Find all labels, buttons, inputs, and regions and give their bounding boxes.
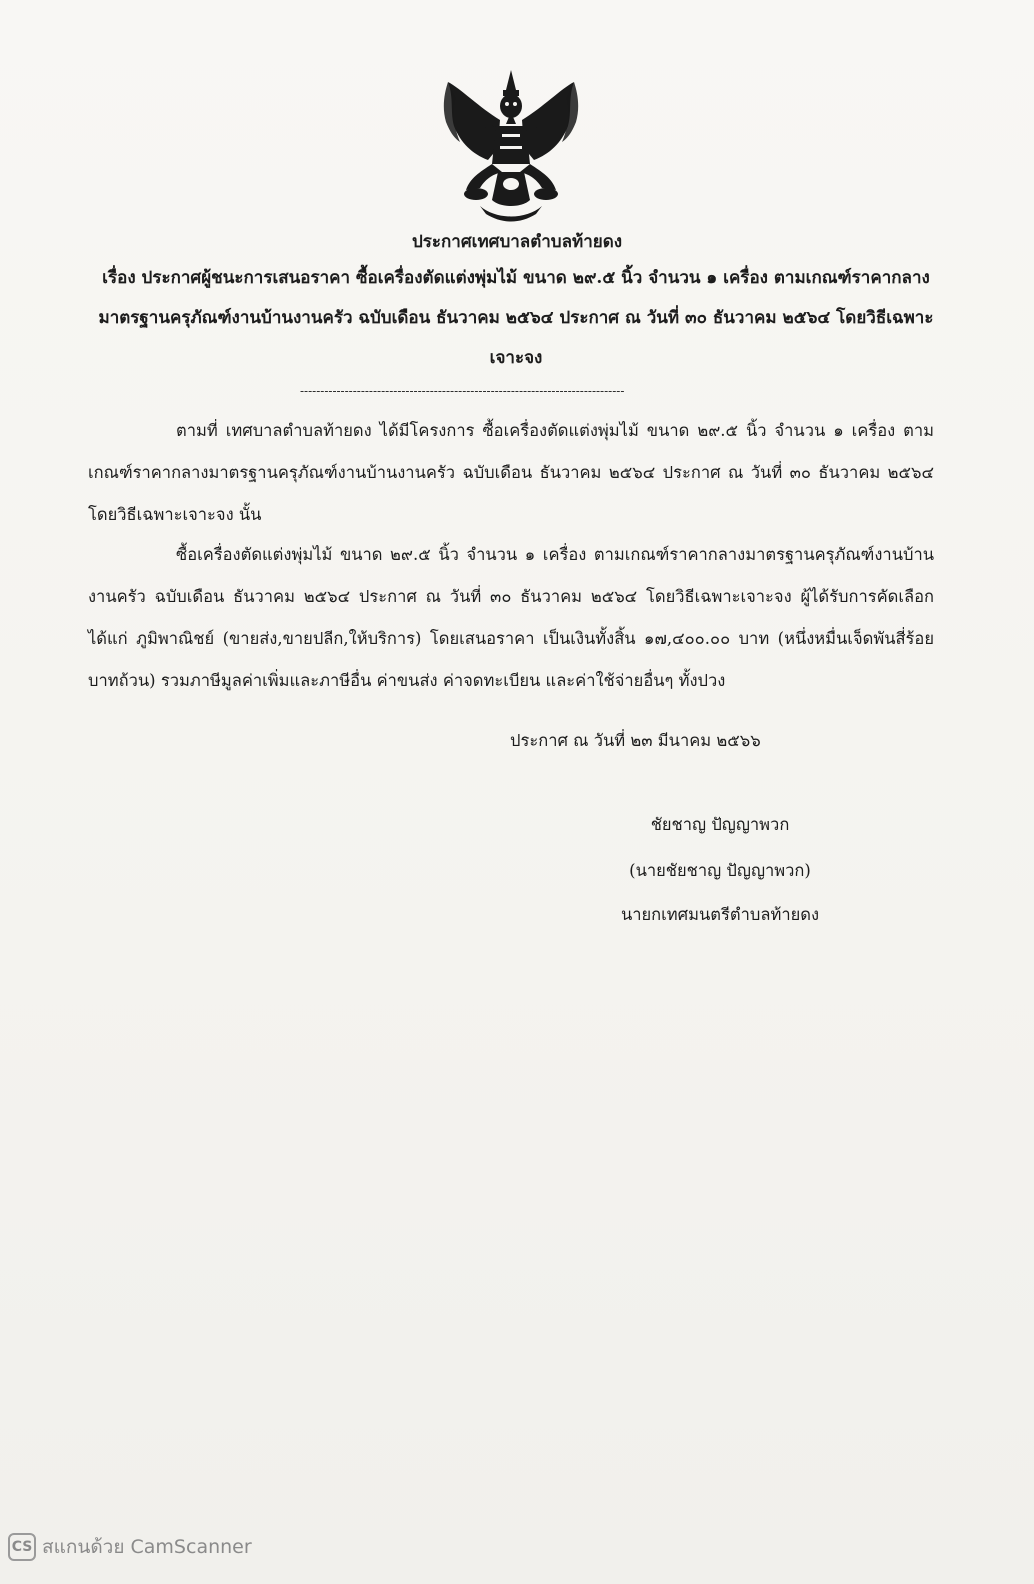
separator-line: --------------------------------------------------------------------------------: [300, 384, 625, 398]
camscanner-text: สแกนด้วย CamScanner: [42, 1536, 252, 1558]
document-subject: เรื่อง ประกาศผู้ชนะการเสนอราคา ซื้อเครื่องตัดแต่งพุ่มไม้ ขนาด ๒๙.๕ นิ้ว จำนวน ๑ เครื่อง ตามเกณฑ์ราคากลางมาตรฐานครุภัณฑ์งานบ้านงานครัว ฉบับเดือน ธันวาคม ๒๕๖๔ ประกาศ ณ วันที่ ๓๐ ธันวาคม ๒๕๖๔ โดยวิธีเฉพาะเจาะจง: [98, 268, 934, 368]
camscanner-logo-icon: CS: [8, 1533, 36, 1561]
announcement-date: ประกาศ ณ วันที่ ๒๓ มีนาคม ๒๕๖๖: [510, 731, 761, 750]
garuda-emblem-icon: [440, 68, 582, 224]
signature-name: ชัยชาญ ปัญญาพวก: [650, 815, 790, 834]
document-title: ประกาศเทศบาลตำบลท้ายดง: [411, 232, 623, 252]
signature-full-name: (นายชัยชาญ ปัญญาพวก): [629, 861, 811, 880]
body-paragraph-1: ตามที่ เทศบาลตำบลท้ายดง ได้มีโครงการ ซื้อเครื่องตัดแต่งพุ่มไม้ ขนาด ๒๙.๕ นิ้ว จำนวน ๑ เครื่อง ตามเกณฑ์ราคากลางมาตรฐานครุภัณฑ์งานบ้านงานครัว ฉบับเดือน ธันวาคม ๒๕๖๔ ประกาศ ณ วันที่ ๓๐ ธันวาคม ๒๕๖๔ โดยวิธีเฉพาะเจาะจง นั้น: [88, 421, 934, 524]
signature-position: นายกเทศมนตรีตำบลท้ายดง: [620, 905, 820, 924]
camscanner-watermark: [8, 1532, 252, 1562]
body-paragraph-2: ซื้อเครื่องตัดแต่งพุ่มไม้ ขนาด ๒๙.๕ นิ้ว จำนวน ๑ เครื่อง ตามเกณฑ์ราคากลางมาตรฐานครุภัณฑ์งานบ้านงานครัว ฉบับเดือน ธันวาคม ๒๕๖๔ ประกาศ ณ วันที่ ๓๐ ธันวาคม ๒๕๖๔ โดยวิธีเฉพาะเจาะจง ผู้ได้รับการคัดเลือก ได้แก่ ภูมิพาณิชย์ (ขายส่ง,ขายปลีก,ให้บริการ) โดยเสนอราคา เป็นเงินทั้งสิ้น ๑๗,๔๐๐.๐๐ บาท (หนึ่งหมื่นเจ็ดพันสี่ร้อยบาทถ้วน) รวมภาษีมูลค่าเพิ่มและภาษีอื่น ค่าขนส่ง ค่าจดทะเบียน และค่าใช้จ่ายอื่นๆ ทั้งปวง: [88, 545, 934, 690]
